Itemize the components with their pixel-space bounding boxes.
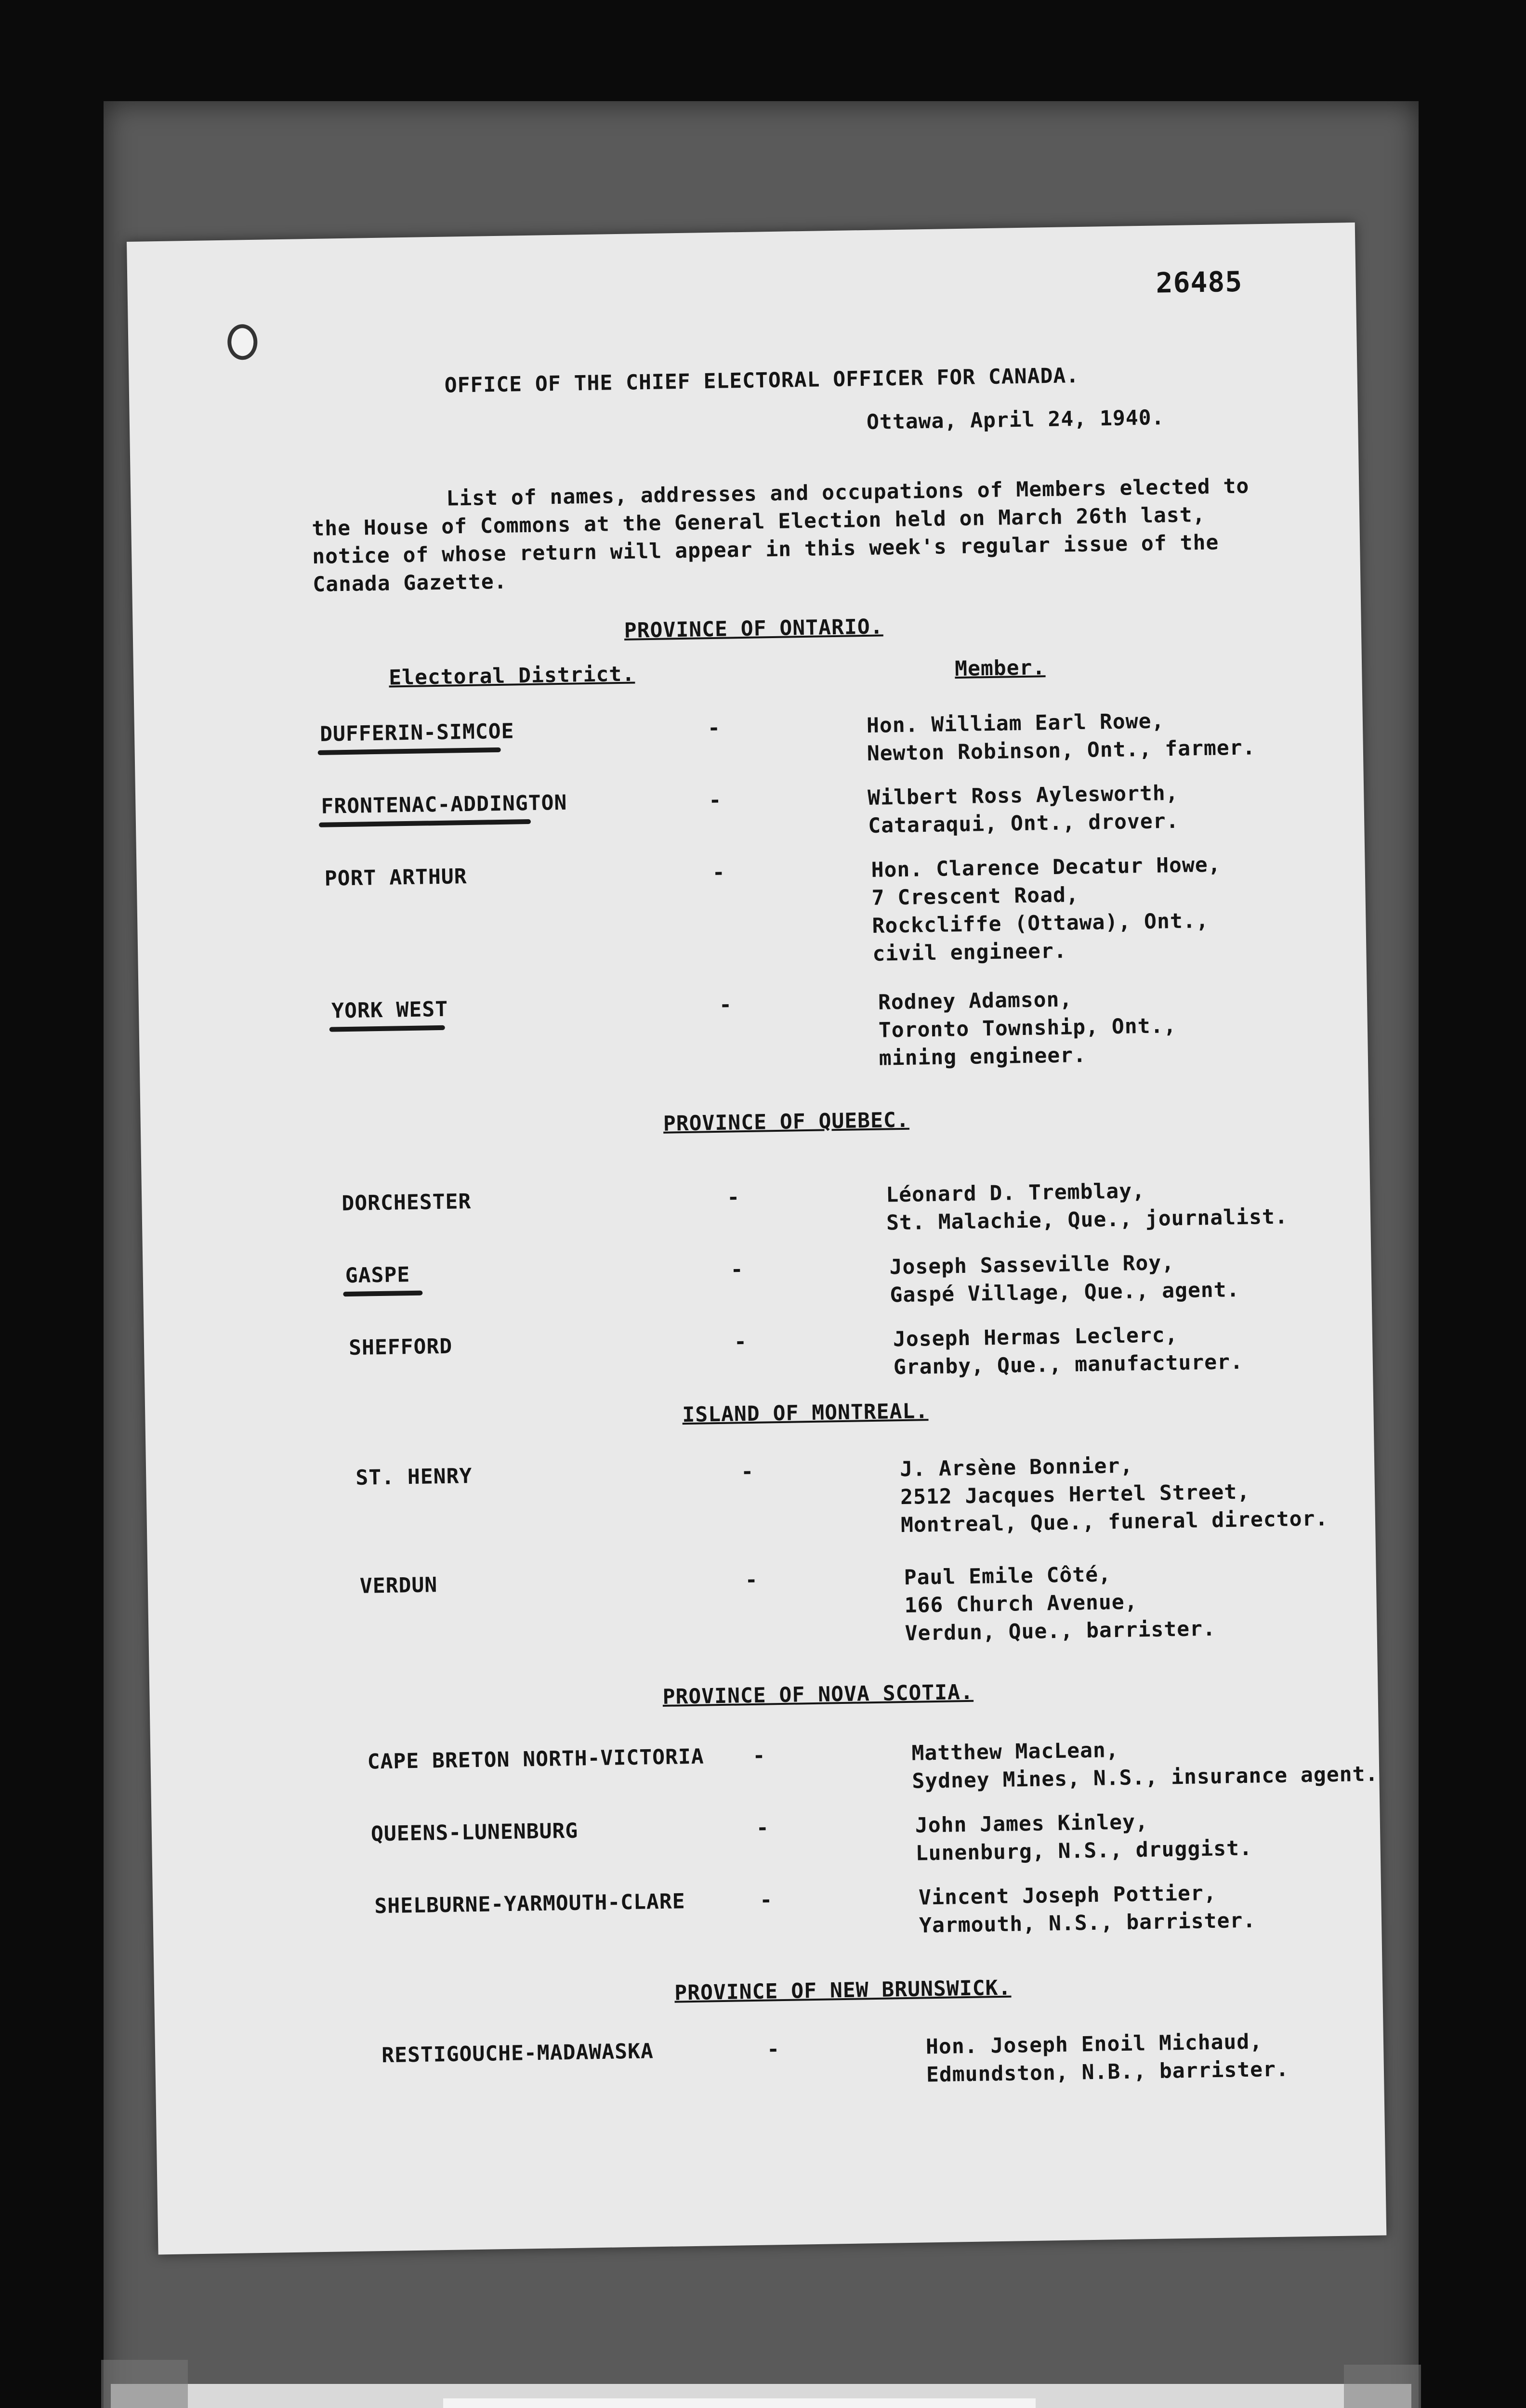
member-line: Joseph Sasseville Roy, (889, 1251, 1175, 1280)
tape-strip (101, 2360, 188, 2408)
member-line: John James Kinley, (915, 1810, 1149, 1838)
separator-dash: - (719, 993, 733, 1017)
member-line: Sydney Mines, N.S., insurance agent. (912, 1762, 1379, 1793)
separator-dash: - (712, 860, 726, 885)
member-line: Cataraqui, Ont., drover. (868, 809, 1179, 838)
district-name: CAPE BRETON NORTH-VICTORIA (367, 1744, 705, 1774)
dateline: Ottawa, April 24, 1940. (866, 406, 1165, 434)
member-line: Granby, Que., manufacturer. (893, 1349, 1244, 1380)
pencil-underline (343, 1291, 422, 1297)
archive-label-card (111, 2384, 1411, 2408)
member-line: 166 Church Avenue, (904, 1590, 1138, 1618)
member-line: Montreal, Que., funeral director. (900, 1506, 1329, 1538)
separator-dash: - (708, 788, 722, 813)
column-heading-member: Member. (954, 655, 1046, 681)
separator-dash: - (752, 1743, 766, 1768)
member-line: Newton Robinson, Ont., farmer. (867, 735, 1256, 766)
intro-line: List of names, addresses and occupations of Members elected to (446, 474, 1250, 511)
pencil-underline (329, 1025, 445, 1032)
district-name: ST. HENRY (355, 1464, 473, 1490)
member-line: civil engineer. (872, 939, 1067, 966)
member-line: mining engineer. (879, 1043, 1087, 1071)
district-name: QUEENS-LUNENBURG (370, 1819, 579, 1846)
member-line: Hon. William Earl Rowe, (866, 709, 1165, 738)
document-heading: OFFICE OF THE CHIEF ELECTORAL OFFICER FOR CANADA. (444, 363, 1079, 398)
tape-strip (1344, 2365, 1421, 2408)
district-name: SHELBURNE-YARMOUTH-CLARE (374, 1889, 685, 1919)
separator-dash: - (730, 1257, 744, 1282)
section-heading-montreal: ISLAND OF MONTREAL. (682, 1399, 929, 1427)
district-name: GASPE (345, 1263, 410, 1288)
punch-hole (227, 324, 258, 360)
member-line: Yarmouth, N.S., barrister. (919, 1908, 1256, 1938)
section-heading-new-brunswick: PROVINCE OF NEW BRUNSWICK. (674, 1976, 1012, 2005)
intro-line: the House of Commons at the General Election held on March 26th last, (312, 502, 1206, 541)
district-name: SHEFFORD (348, 1334, 453, 1361)
separator-dash: - (756, 1816, 770, 1840)
member-line: Hon. Clarence Decatur Howe, (871, 852, 1221, 882)
section-heading-nova-scotia: PROVINCE OF NOVA SCOTIA. (662, 1680, 974, 1709)
separator-dash: - (726, 1185, 740, 1210)
pencil-underline (318, 747, 501, 755)
member-line: Hon. Joseph Enoil Michaud, (925, 2029, 1263, 2059)
district-name: DUFFERIN-SIMCOE (319, 719, 514, 746)
member-line: Joseph Hermas Leclerc, (893, 1323, 1178, 1352)
intro-line: notice of whose return will appear in this week's regular issue of the (312, 530, 1219, 569)
member-line: J. Arsène Bonnier, (899, 1453, 1133, 1482)
column-heading-district: Electoral District. (388, 662, 635, 690)
separator-dash: - (759, 1888, 773, 1912)
pencil-underline (319, 819, 531, 827)
member-line: Gaspé Village, Que., agent. (890, 1277, 1240, 1308)
member-line: Lunenburg, N.S., druggist. (915, 1836, 1253, 1866)
separator-dash: - (766, 2037, 780, 2062)
separator-dash: - (740, 1459, 754, 1484)
member-line: Vincent Joseph Pottier, (918, 1881, 1217, 1910)
member-line: Paul Emile Côté, (904, 1562, 1112, 1590)
member-line: Matthew MacLean, (911, 1738, 1119, 1766)
separator-dash: - (707, 716, 721, 741)
reference-number: 26485 (1156, 265, 1243, 300)
member-line: St. Malachie, Que., journalist. (886, 1204, 1289, 1235)
member-line: 7 Crescent Road, (871, 883, 1079, 910)
member-line: 2512 Jacques Hertel Street, (900, 1479, 1250, 1510)
member-line: Rockcliffe (Ottawa), Ont., (872, 908, 1209, 938)
district-name: FRONTENAC-ADDINGTON (321, 790, 567, 819)
district-name: VERDUN (359, 1573, 438, 1598)
document-sheet (127, 222, 1386, 2255)
member-line: Rodney Adamson, (878, 987, 1073, 1015)
district-name: YORK WEST (331, 997, 448, 1023)
district-name: PORT ARTHUR (324, 864, 467, 891)
member-line: Verdun, Que., barrister. (905, 1616, 1216, 1646)
member-line: Léonard D. Tremblay, (885, 1179, 1145, 1207)
intro-line: Canada Gazette. (312, 569, 507, 597)
member-line: Toronto Township, Ont., (878, 1013, 1177, 1043)
separator-dash: - (745, 1568, 759, 1593)
section-heading-ontario: PROVINCE OF ONTARIO. (624, 615, 883, 643)
separator-dash: - (734, 1330, 748, 1354)
section-heading-quebec: PROVINCE OF QUEBEC. (663, 1108, 910, 1136)
district-name: RESTIGOUCHE-MADAWASKA (381, 2039, 654, 2068)
volume-label-strip (443, 2398, 1036, 2408)
member-line: Wilbert Ross Aylesworth, (867, 781, 1179, 810)
member-line: Edmundston, N.B., barrister. (926, 2057, 1289, 2087)
district-name: DORCHESTER (342, 1190, 472, 1216)
